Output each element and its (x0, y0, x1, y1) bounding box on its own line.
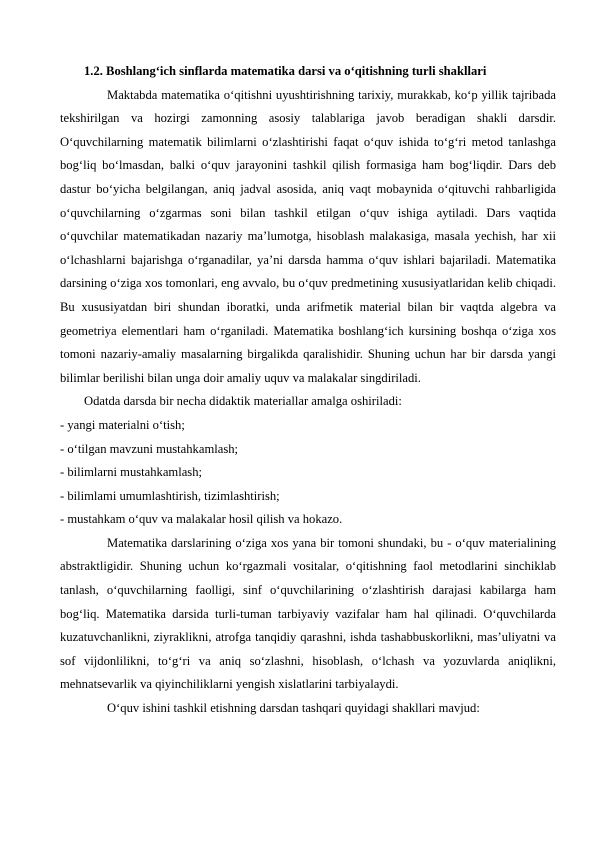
didactic-list (60, 414, 556, 532)
paragraph-extracurricular-lead: O‘quv ishini tashkil etishning darsdan tashqari quyidagi shakllari mavjud: (107, 701, 480, 716)
list-item: - mustahkam o‘quv va malakalar hosil qilish va hokazo. (60, 512, 343, 527)
paragraph-intro: Maktabda matematika o‘qitishni uyushtirishning tarixiy, murakkab, ko‘p yillik tajribada tekshirilgan va hozirgi zamonning asosiy talablariga javob beradigan shakli darsdir. O‘quvchilarning matematik bilimlarni o‘zlashtirishi faqat o‘quv ishida to‘g‘ri metod tanlashga bog‘liq bo‘lmasdan, balki o‘quv jarayonini tashkil qilish formasiga ham bog‘liqdir. Dars deb dastur bo‘yicha belgilangan, aniq jadval asosida, aniq vaqt mobaynida o‘qituvchi rahbarligida o‘quvchilarning o‘zgarmas soni bilan tashkil etilgan o‘quv ishiga aytiladi. Dars vaqtida o‘quvchilar matematikadan nazariy ma’lumotga, hisoblash malakasiga, masala yechish, har xii o‘lchashlarni bajarishga o‘rganadilar, ya’ni darsda hamma o‘quv ishlari bajariladi. Matematika darsining o‘ziga xos tomonlari, eng avvalo, bu o‘quv predmetining xususiyatlaridan kelib chiqadi. Bu xususiyatdan biri shundan iboratki, unda arifmetik material bilan bir vaqtda algebra va geometriya elementlari ham o‘rganiladi. Matematika boshlang‘ich kursining boshqa o‘ziga xos tomoni nazariy-amaliy masalarning birgalikda qaralishidir. Shuning uchun har bir darsda yangi bilimlar berilishi bilan unga doir amaliy uquv va malakalar singdiriladi. (60, 87, 556, 385)
paragraph-didactic-lead: Odatda darsda bir necha didaktik materiallar amalga oshiriladi: (84, 394, 402, 409)
list-item: - yangi materialni o‘tish; (60, 417, 185, 432)
paragraph-abstraction: Matematika darslarining o‘ziga xos yana bir tomoni shundaki, bu - o‘quv materialining abstraktligidir. Shuning uchun ko‘rgazmali vositalar, o‘qitishning faol metodlarini sinchiklab tanlash, o‘quvchilarning faolligi, sinf o‘quvchilarining o‘zlashtirish darajasi kabilarga ham bog‘liq. Matematika darsida turli-tuman tarbiyaviy vazifalar ham hal qilinadi. O‘quvchilarda kuzatuvchanlikni, ziyraklikni, atrofga tanqidiy qarashni, ishda tashabbuskorlikni, mas’uliyatni va sof vijdonlilikni, to‘g‘ri va aniq so‘zlashni, hisoblash, o‘lchash va yozuvlarda aniqlikni, mehnatsevarlik va qiyinchiliklarni yengish xislatlarini tarbiyalaydi. (60, 535, 556, 692)
list-item: - bilimlami umumlashtirish, tizimlashtirish; (60, 488, 280, 503)
section-heading: 1.2. Boshlang‘ich sinflarda matematika darsi va o‘qitishning turli shakllari (84, 64, 487, 78)
list-item: - o‘tilgan mavzuni mustahkamlash; (60, 441, 239, 456)
list-item: - bilimlarni mustahkamlash; (60, 465, 203, 480)
document-page (60, 60, 556, 721)
